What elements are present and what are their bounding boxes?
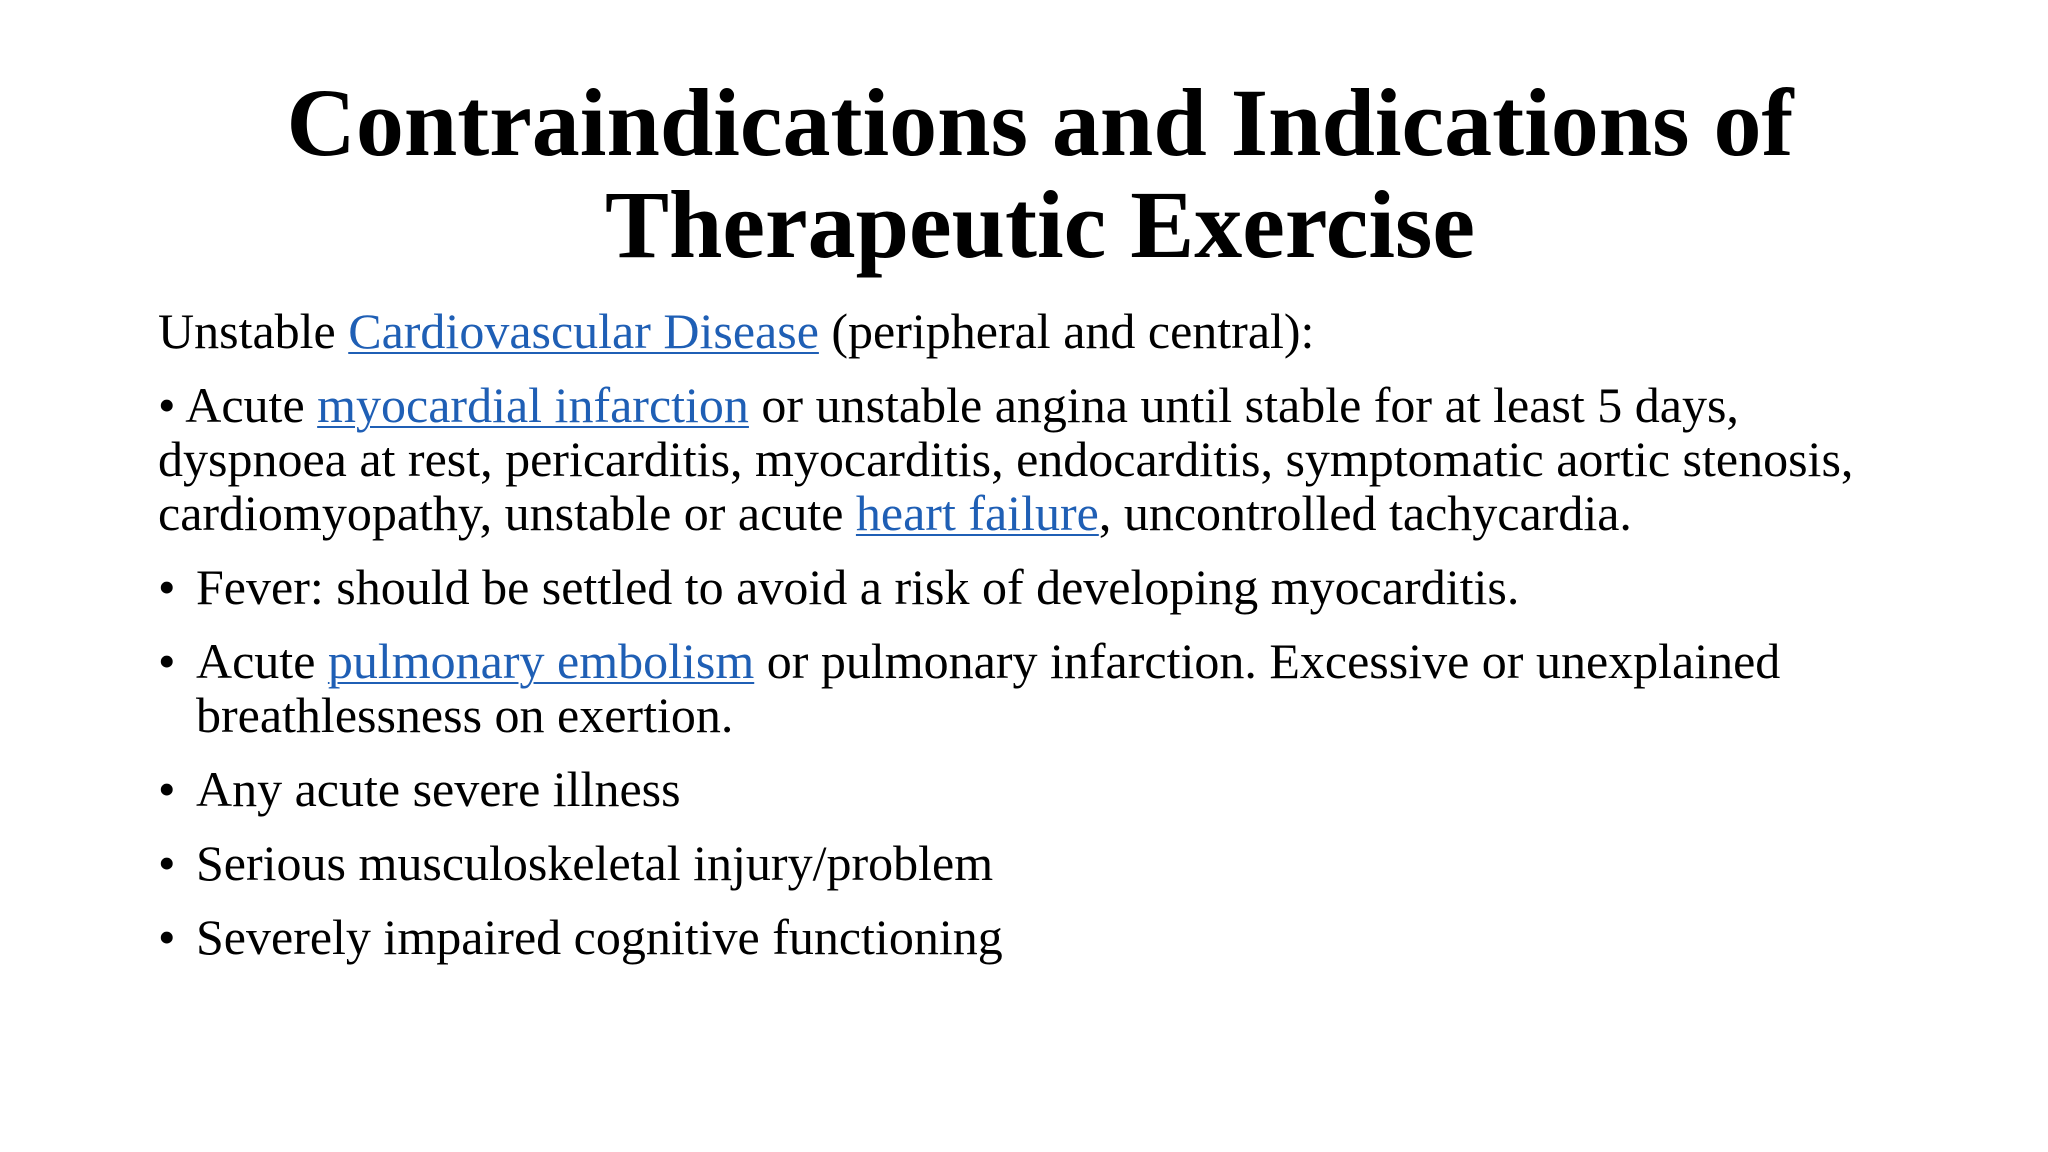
bullet-item-acute-illness xyxy=(158,762,1918,816)
bullet-marker: • xyxy=(158,761,176,817)
bullet-text-before: Acute xyxy=(175,377,318,433)
intro-line xyxy=(158,304,1918,358)
bullet-marker: • xyxy=(158,559,176,615)
bullet-text: Severely impaired cognitive functioning xyxy=(196,909,1003,965)
bullet-item-acute-mi xyxy=(158,378,1918,540)
bullet-item-musculoskeletal xyxy=(158,836,1918,890)
bullet-marker: • xyxy=(158,909,176,965)
bullet-item-pulmonary-embolism xyxy=(158,634,1918,742)
myocardial-infarction-link[interactable]: myocardial infarction xyxy=(317,377,749,433)
cardiovascular-disease-link[interactable]: Cardiovascular Disease xyxy=(348,303,819,359)
slide-title-line-2: Therapeutic Exercise xyxy=(604,171,1476,278)
slide-title-line-1: Contraindications and Indications of xyxy=(286,69,1794,176)
bullet-item-fever xyxy=(158,560,1918,614)
bullet-marker: • xyxy=(158,377,176,433)
slide-title xyxy=(150,69,1930,278)
intro-suffix: (peripheral and central): xyxy=(818,303,1315,359)
intro-prefix: Unstable xyxy=(158,303,349,359)
bullet-text: Any acute severe illness xyxy=(196,761,681,817)
bullet-item-cognitive xyxy=(158,910,1918,964)
bullet-text: Fever: should be settled to avoid a risk of developing myocarditis. xyxy=(196,559,1520,615)
bullet-text xyxy=(196,634,1918,742)
bullet-text-after: or pulmonary infarction. Excessive or unexplained breathlessness on exertion. xyxy=(196,633,1781,743)
bullet-marker: • xyxy=(158,633,176,689)
bullet-marker: • xyxy=(158,835,176,891)
bullet-text: Serious musculoskeletal injury/problem xyxy=(196,835,994,891)
slide-body xyxy=(158,304,1918,984)
heart-failure-link[interactable]: heart failure xyxy=(855,485,1099,541)
bullet-text-after: , uncontrolled tachycardia. xyxy=(1098,485,1632,541)
bullet-text-before: Acute xyxy=(196,633,328,689)
pulmonary-embolism-link[interactable]: pulmonary embolism xyxy=(327,633,755,689)
bullet-text-middle: or unstable angina until stable for at least 5 days, dyspnoea at rest, pericarditis, myocarditis, endocarditis, symptomatic aortic stenosis, cardiomyopathy, unstable or acute xyxy=(158,377,1854,541)
